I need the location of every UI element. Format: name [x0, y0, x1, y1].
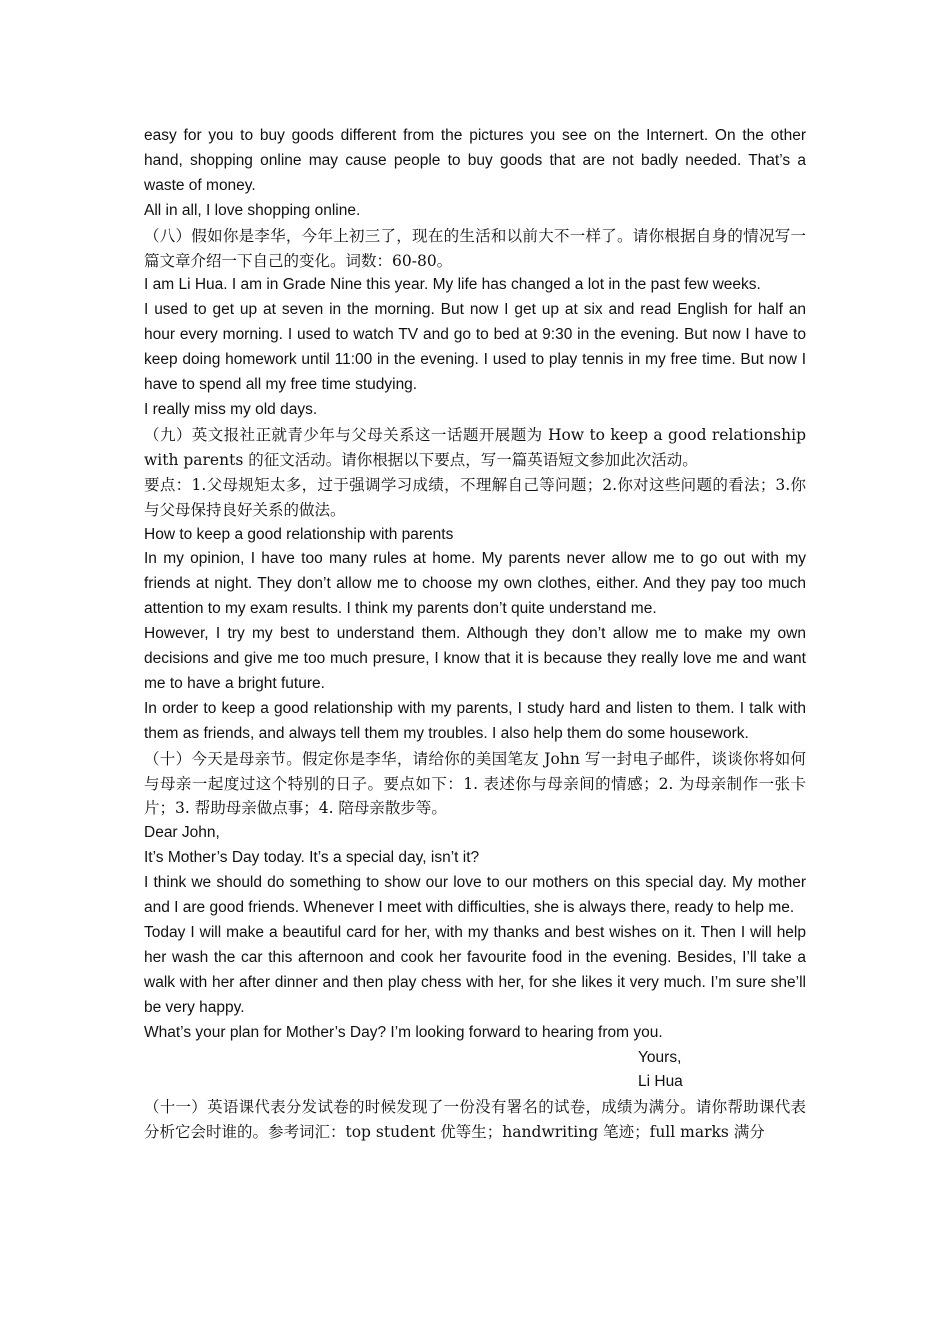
- letter-opening: It’s Mother’s Day today. It’s a special day, isn’t it?: [144, 849, 480, 867]
- paragraph-li-hua-conclusion: I really miss my old days.: [144, 400, 318, 418]
- prompt-9: （九）英文报社正就青少年与父母关系这一话题开展题为 How to keep a good relationship with parents 的征文活动。请你根据以下要点，写一篇英语短文参加此次活动。: [144, 425, 806, 469]
- paragraph-li-hua-changes: I used to get up at seven in the morning. But now I get up at six and read English for half an hour every morning. I used to watch TV and go to bed at 9:30 in the evening. But now I have to keep doing homework until 11:00 in the evening. I used to play tennis in my free time. But now I have to spend all my free time studying.: [144, 301, 806, 394]
- prompt-10: （十）今天是母亲节。假定你是李华，请给你的美国笔友 John 写一封电子邮件，谈谈你将如何与母亲一起度过这个特别的日子。要点如下：1. 表述你与母亲间的情感；2. 为母亲制作一张卡片；3. 帮助母亲做点事；4. 陪母亲散步等。: [144, 749, 806, 818]
- letter-paragraph-love: I think we should do something to show our love to our mothers on this special day. My mother and I are good friends. Whenever I meet with difficulties, she is always there, ready to help me.: [144, 874, 806, 917]
- letter-paragraph-question: What’s your plan for Mother’s Day? I’m looking forward to hearing from you.: [144, 1023, 663, 1041]
- paragraph-li-hua-intro: I am Li Hua. I am in Grade Nine this year. My life has changed a lot in the past few weeks.: [144, 276, 761, 294]
- essay-title: How to keep a good relationship with parents: [144, 525, 454, 543]
- paragraph-shopping-conclusion: All in all, I love shopping online.: [144, 201, 361, 219]
- paragraph-rules: In my opinion, I have too many rules at home. My parents never allow me to go out with my friends at night. They don’t allow me to choose my own clothes, either. And they pay too much attention to my exam results. I think my parents don’t quite understand me.: [144, 550, 806, 618]
- letter-paragraph-plan: Today I will make a beautiful card for her, with my thanks and best wishes on it. Then I will help her wash the car this afternoon and cook her favourite food in the evening. Besides, I’ll take a walk with her after dinner and then play chess with her, for she likes it very much. I’m sure she’ll be very happy.: [144, 924, 806, 1016]
- paragraph-relationship: In order to keep a good relationship with my parents, I study hard and listen to them. I talk with them as friends, and always tell them my troubles. I also help them do some housework.: [144, 699, 806, 742]
- prompt-11: （十一）英语课代表分发试卷的时候发现了一份没有署名的试卷，成绩为满分。请你帮助课代表分析它会时谁的。参考词汇：top student 优等生；handwriting 笔迹；full marks 满分: [144, 1098, 806, 1142]
- letter-greeting: Dear John,: [144, 824, 220, 842]
- prompt-9-points: 要点：1.父母规矩太多，过于强调学习成绩，不理解自己等问题；2.你对这些问题的看法；3.你与父母保持良好关系的做法。: [144, 475, 806, 519]
- letter-signature-name: Li Hua: [638, 1073, 683, 1091]
- prompt-8: （八）假如你是李华，今年上初三了，现在的生活和以前大不一样了。请你根据自身的情况写一篇文章介绍一下自己的变化。词数：60-80。: [144, 226, 806, 270]
- letter-closing: Yours,: [638, 1048, 682, 1066]
- paragraph-shopping-end: easy for you to buy goods different from the pictures you see on the Internert. On the other hand, shopping online may cause people to buy goods that are not badly needed. That’s a waste of money.: [144, 127, 806, 194]
- document-page: [144, 124, 806, 1145]
- paragraph-understanding: However, I try my best to understand them. Although they don’t allow me to make my own decisions and give me too much presure, I know that it is because they really love me and want me to have a bright future.: [144, 625, 806, 692]
